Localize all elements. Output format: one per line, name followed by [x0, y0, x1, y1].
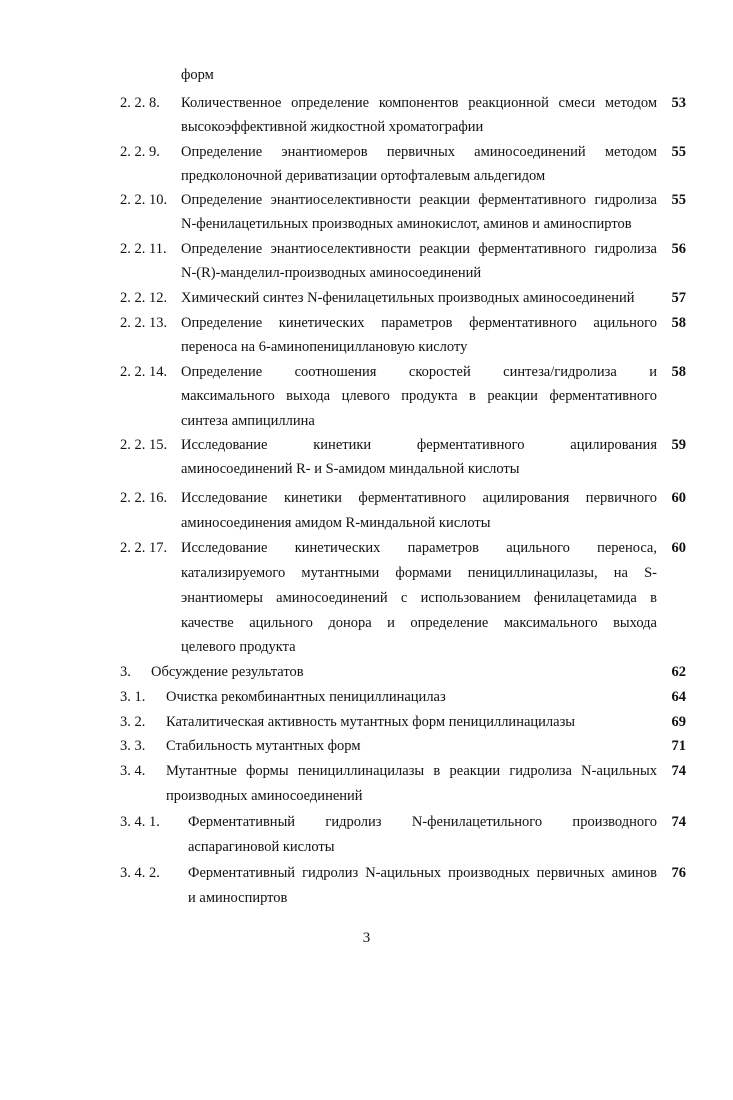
toc-entry-line: Количественное определение компонентов реакционной смеси методом	[181, 95, 657, 111]
toc-entry-number: 3. 1.	[120, 689, 146, 705]
toc-entry-number: 3.	[120, 664, 131, 680]
toc-entry-number: 2. 2. 17.	[120, 540, 168, 556]
toc-entry-line: Ферментативный гидролиз N-фенилацетильного производного	[188, 814, 657, 830]
toc-entry-number: 2. 2. 10.	[120, 192, 168, 208]
toc-entry-line: Ферментативный гидролиз N-ацильных производных первичных аминов	[188, 865, 657, 881]
toc-entry-line: Исследование кинетических параметров ацильного переноса,	[181, 540, 657, 556]
toc-entry-page: 64	[671, 689, 686, 705]
toc-entry-number: 3. 4. 1.	[120, 814, 160, 830]
toc-entry-number: 3. 4. 2.	[120, 865, 160, 881]
toc-entry-page: 76	[671, 865, 686, 881]
toc-entry-line: Определение энантиомеров первичных аминосоединений методом	[181, 144, 657, 160]
toc-entry-page: 60	[671, 540, 686, 556]
toc-entry-line: и аминоспиртов	[188, 890, 288, 906]
toc-entry-number: 2. 2. 9.	[120, 144, 160, 160]
toc-entry-page: 53	[671, 95, 686, 111]
toc-entry-page: 58	[671, 315, 686, 331]
toc-entry-line: Определение кинетических параметров ферментативного ацильного	[181, 315, 657, 331]
toc-entry-line: Определение соотношения скоростей синтеза/гидролиза и	[181, 364, 657, 380]
toc-entry-line: максимального выхода цлевого продукта в реакции ферментативного	[181, 388, 657, 404]
toc-entry-page: 57	[671, 290, 686, 306]
toc-entry-number: 2. 2. 8.	[120, 95, 160, 111]
toc-entry-number: 2. 2. 12.	[120, 290, 168, 306]
toc-continuation: форм	[181, 67, 214, 83]
toc-entry-page: 71	[671, 738, 686, 754]
toc-entry-number: 2. 2. 11.	[120, 241, 167, 257]
toc-entry-number: 2. 2. 16.	[120, 490, 168, 506]
toc-entry-page: 74	[671, 814, 686, 830]
toc-entry-page: 55	[671, 144, 686, 160]
toc-entry-page: 74	[671, 763, 686, 779]
toc-entry-line: предколоночной дериватизации ортофталевым альдегидом	[181, 168, 546, 184]
toc-entry-number: 3. 4.	[120, 763, 146, 779]
toc-entry-line: Определение энантиоселективности реакции ферментативного гидролиза	[181, 241, 657, 257]
toc-entry-line: Исследование кинетики ферментативного ацилирования первичного	[181, 490, 657, 506]
toc-entry-line: Каталитическая активность мутантных форм пенициллинацилазы	[166, 714, 576, 730]
toc-entry-line: Определение энантиоселективности реакции ферментативного гидролиза	[181, 192, 657, 208]
toc-entry-number: 2. 2. 15.	[120, 437, 168, 453]
toc-entry-page: 56	[671, 241, 686, 257]
toc-entry-number: 2. 2. 13.	[120, 315, 168, 331]
toc-entry-page: 69	[671, 714, 686, 730]
toc-entry-line: N-фенилацетильных производных аминокислот, аминов и аминоспиртов	[181, 216, 632, 232]
toc-entry-line: аспарагиновой кислоты	[188, 839, 335, 855]
toc-entry-page: 58	[671, 364, 686, 380]
toc-entry-line: катализируемого мутантными формами пенициллинацилазы, на S-	[181, 565, 657, 581]
toc-entry-line: переноса на 6-аминопенициллановую кислоту	[181, 339, 468, 355]
toc-entry-page: 60	[671, 490, 686, 506]
page-number: 3	[362, 930, 371, 946]
toc-entry-line: Мутантные формы пенициллинацилазы в реакции гидролиза N-ацильных	[166, 763, 657, 779]
toc-entry-line: аминосоединений R- и S-амидом миндальной кислоты	[181, 461, 520, 477]
toc-entry-number: 3. 2.	[120, 714, 146, 730]
toc-entry-line: производных аминосоединений	[166, 788, 363, 804]
toc-entry-number: 2. 2. 14.	[120, 364, 168, 380]
toc-entry-page: 59	[671, 437, 686, 453]
toc-entry-page: 55	[671, 192, 686, 208]
toc-entry-number: 3. 3.	[120, 738, 146, 754]
toc-entry-line: энантиомеры аминосоединений с использованием фенилацетамида в	[181, 590, 657, 606]
toc-entry-page: 62	[671, 664, 686, 680]
toc-entry-line: Стабильность мутантных форм	[166, 738, 361, 754]
toc-entry-line: целевого продукта	[181, 639, 296, 655]
toc-entry-line: аминосоединения амидом R-миндальной кислоты	[181, 515, 491, 531]
toc-entry-line: Химический синтез N-фенилацетильных производных аминосоединений	[181, 290, 635, 306]
toc-entry-line: Исследование кинетики ферментативного ацилирования	[181, 437, 657, 453]
toc-entry-line: Обсуждение результатов	[151, 664, 304, 680]
toc-entry-line: высокоэффективной жидкостной хроматографии	[181, 119, 484, 135]
toc-entry-line: синтеза ампициллина	[181, 413, 315, 429]
toc-entry-line: качестве ацильного донора и определение максимального выхода	[181, 615, 657, 631]
toc-entry-line: N-(R)-манделил-производных аминосоединений	[181, 265, 482, 281]
toc-entry-line: Очистка рекомбинантных пенициллинацилаз	[166, 689, 446, 705]
